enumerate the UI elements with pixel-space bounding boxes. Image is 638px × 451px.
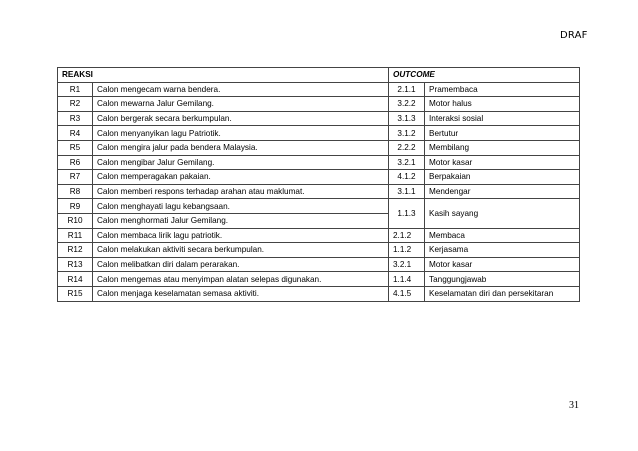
reaksi-description: Calon bergerak secara berkumpulan. bbox=[93, 111, 389, 126]
table-row bbox=[58, 170, 580, 185]
outcome-code: 2.2.2 bbox=[389, 140, 425, 155]
reaksi-code: R5 bbox=[58, 140, 93, 155]
outcome-area: Mendengar bbox=[425, 184, 580, 199]
header-outcome: OUTCOME bbox=[389, 68, 580, 83]
reaksi-description: Calon mengemas atau menyimpan alatan selepas digunakan. bbox=[93, 272, 389, 287]
table-row bbox=[58, 199, 580, 214]
outcome-area: Motor kasar bbox=[425, 257, 580, 272]
reaksi-code: R15 bbox=[58, 286, 93, 301]
outcome-area: Kerjasama bbox=[425, 243, 580, 258]
reaksi-code: R6 bbox=[58, 155, 93, 170]
outcome-code: 1.1.3 bbox=[389, 199, 425, 228]
reaksi-description: Calon mewarna Jalur Gemilang. bbox=[93, 97, 389, 112]
outcome-area: Berpakaian bbox=[425, 170, 580, 185]
draft-label: DRAF bbox=[560, 30, 588, 41]
reaksi-code: R1 bbox=[58, 82, 93, 97]
reaksi-description: Calon menyanyikan lagu Patriotik. bbox=[93, 126, 389, 141]
outcome-code: 3.2.2 bbox=[389, 97, 425, 112]
outcome-code: 3.2.1 bbox=[389, 257, 425, 272]
outcome-code: 1.1.2 bbox=[389, 243, 425, 258]
reaksi-code: R9 bbox=[58, 199, 93, 214]
outcome-area: Motor kasar bbox=[425, 155, 580, 170]
table-row bbox=[58, 228, 580, 243]
reaksi-description: Calon mengecam warna bendera. bbox=[93, 82, 389, 97]
reaksi-code: R11 bbox=[58, 228, 93, 243]
outcome-code: 2.1.2 bbox=[389, 228, 425, 243]
table-row bbox=[58, 82, 580, 97]
outcome-code: 3.2.1 bbox=[389, 155, 425, 170]
reaksi-outcome-table bbox=[57, 67, 580, 302]
table-row bbox=[58, 286, 580, 301]
table-row bbox=[58, 272, 580, 287]
reaksi-code: R2 bbox=[58, 97, 93, 112]
outcome-area: Pramembaca bbox=[425, 82, 580, 97]
table-row bbox=[58, 97, 580, 112]
outcome-area: Bertutur bbox=[425, 126, 580, 141]
table-header-row bbox=[58, 68, 580, 83]
reaksi-description: Calon menjaga keselamatan semasa aktiviti. bbox=[93, 286, 389, 301]
reaksi-description: Calon melakukan aktiviti secara berkumpulan. bbox=[93, 243, 389, 258]
reaksi-description: Calon memberi respons terhadap arahan atau maklumat. bbox=[93, 184, 389, 199]
reaksi-code: R13 bbox=[58, 257, 93, 272]
page-number: 31 bbox=[569, 400, 579, 411]
header-reaksi: REAKSI bbox=[58, 68, 389, 83]
outcome-code: 3.1.3 bbox=[389, 111, 425, 126]
outcome-area: Kasih sayang bbox=[425, 199, 580, 228]
table-row bbox=[58, 155, 580, 170]
outcome-area: Tanggungjawab bbox=[425, 272, 580, 287]
reaksi-code: R12 bbox=[58, 243, 93, 258]
table-row bbox=[58, 111, 580, 126]
reaksi-code: R10 bbox=[58, 213, 93, 228]
outcome-area: Motor halus bbox=[425, 97, 580, 112]
outcome-code: 2.1.1 bbox=[389, 82, 425, 97]
outcome-code: 3.1.1 bbox=[389, 184, 425, 199]
table-row bbox=[58, 184, 580, 199]
outcome-code: 4.1.5 bbox=[389, 286, 425, 301]
reaksi-code: R7 bbox=[58, 170, 93, 185]
reaksi-description: Calon mengira jalur pada bendera Malaysia. bbox=[93, 140, 389, 155]
outcome-code: 1.1.4 bbox=[389, 272, 425, 287]
outcome-code: 3.1.2 bbox=[389, 126, 425, 141]
reaksi-code: R3 bbox=[58, 111, 93, 126]
table-row bbox=[58, 126, 580, 141]
reaksi-code: R4 bbox=[58, 126, 93, 141]
table-row bbox=[58, 257, 580, 272]
outcome-code: 4.1.2 bbox=[389, 170, 425, 185]
reaksi-description: Calon membaca lirik lagu patriotik. bbox=[93, 228, 389, 243]
reaksi-description: Calon melibatkan diri dalam perarakan. bbox=[93, 257, 389, 272]
outcome-area: Membaca bbox=[425, 228, 580, 243]
reaksi-description: Calon memperagakan pakaian. bbox=[93, 170, 389, 185]
outcome-area: Membilang bbox=[425, 140, 580, 155]
outcome-area: Keselamatan diri dan persekitaran bbox=[425, 286, 580, 301]
reaksi-description: Calon menghormati Jalur Gemilang. bbox=[93, 213, 389, 228]
table-row bbox=[58, 243, 580, 258]
reaksi-code: R8 bbox=[58, 184, 93, 199]
reaksi-description: Calon menghayati lagu kebangsaan. bbox=[93, 199, 389, 214]
table-row bbox=[58, 140, 580, 155]
outcome-area: Interaksi sosial bbox=[425, 111, 580, 126]
reaksi-description: Calon mengibar Jalur Gemilang. bbox=[93, 155, 389, 170]
reaksi-code: R14 bbox=[58, 272, 93, 287]
